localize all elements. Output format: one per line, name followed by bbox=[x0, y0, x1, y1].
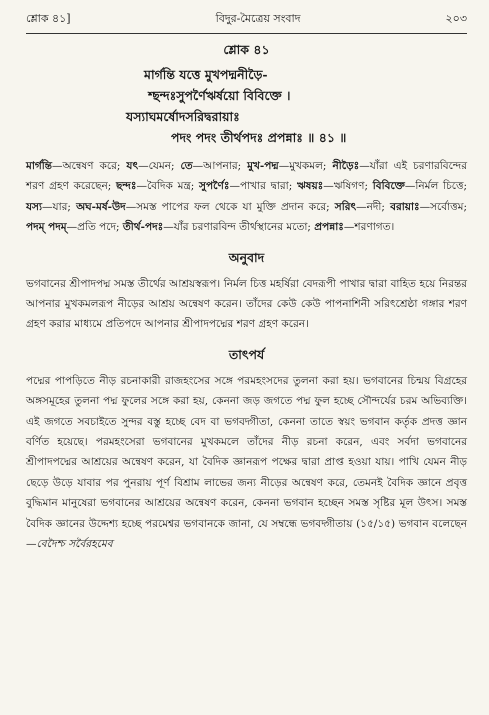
synonym-meaning: —সমস্ত পাপের ফল থেকে যা মুক্তি প্রদান করে; bbox=[125, 200, 335, 213]
synonym-meaning: —প্রতি পদে; bbox=[66, 221, 123, 234]
synonym-word: তে bbox=[180, 160, 193, 172]
synonym-word: প্রপন্নাঃ bbox=[314, 221, 344, 234]
purport-text bbox=[26, 371, 467, 555]
purport-quote: বেদৈশ্চ সর্বৈরহমেব bbox=[36, 538, 113, 551]
synonym-meaning: —যাঁরা এই চরণারবিন্দের শরণ গ্রহণ করেছেন; bbox=[26, 160, 467, 193]
verse-number: শ্লোক ৪১ bbox=[223, 42, 270, 57]
sanskrit-verse bbox=[26, 64, 467, 148]
translation-heading: অনুবাদ bbox=[228, 249, 265, 265]
synonym-word: সুপর্ণৈঃ bbox=[199, 180, 230, 193]
word-for-word-synonyms bbox=[26, 156, 467, 238]
synonym-word: সরিৎ bbox=[334, 200, 357, 213]
purport-body: পদ্মের পাপড়িতে নীড় রচনাকারী রাজহংসের সঙ্গে পরমহংসদের তুলনা করা হয়। ভগবানের চিন্ময় বিগ্রহের অঙ্গসমূহের তুলনা পদ্ম ফুলের সঙ্গে করা হয়, কেননা জড় জগতে পদ্ম ফুল হচ্ছে সৌন্দর্যের চরম অভিব্যক্তি। এই জগতে সবচাইতে সুন্দর বস্তু হচ্ছে বেদ বা ভগবদ্গীতা, কেননা তাতে স্বয়ং ভগবান কর্তৃক প্রদত্ত জ্ঞান বর্ণিত হয়েছে। পরমহংসেরা ভগবানের মুখকমলে তাঁদের নীড় রচনা করেন, এবং সর্বদা ভগবানের শ্রীপাদপদ্মের আশ্রয়ের অন্বেষণ করেন, যা বৈদিক জ্ঞানরূপ পক্ষের দ্বারা প্রাপ্ত হওয়া যায়। পাখি যেমন নীড় ছেড়ে উড়ে যাবার পর পুনরায় পূর্ণ বিশ্রাম লাভের জন্য নীড়ের অন্বেষণ করে, তেমনই বৈদিক জ্ঞানে প্রবৃত্ত বুদ্ধিমান মানুষেরা ভগবানের আশ্রয়ের অন্বেষণ করেন, কেননা ভগবান হচ্ছেন সমস্ত সৃষ্টির মূল উৎস। সমস্ত বৈদিক জ্ঞানের উদ্দেশ্য হচ্ছে পরমেশ্বর ভগবানকে জানা, যে সম্বন্ধে ভগবদ্গীতায় (১৫/১৫) ভগবান বলেছেন— bbox=[26, 374, 467, 551]
synonym-meaning: —পাখার দ্বারা; bbox=[229, 180, 297, 193]
verse-line: মার্গন্তি যত্তে মুখপদ্মনীড়ৈ- bbox=[144, 67, 268, 82]
synonym-meaning: —যেমন; bbox=[138, 160, 181, 172]
synonym-word: তীর্থ-পদঃ bbox=[122, 221, 164, 234]
synonym-word: পদম্ পদম্ bbox=[26, 221, 67, 234]
synonym-meaning: —ঋষিগণ; bbox=[323, 180, 373, 193]
verse-line: যস্যাঘমর্ষোদসরিদ্বরায়াঃ bbox=[126, 109, 240, 124]
synonym-meaning: —মুখকমল; bbox=[278, 160, 333, 172]
synonym-word: যস্য bbox=[26, 200, 43, 213]
synonym-meaning: —অন্বেষণ করে; bbox=[52, 160, 127, 172]
synonym-word: অঘ-মর্ষ-উদ bbox=[76, 200, 126, 213]
synonym-meaning: —যার; bbox=[42, 200, 77, 213]
purport-heading: তাৎপর্য bbox=[228, 346, 265, 362]
synonym-word: নীড়ৈঃ bbox=[332, 160, 360, 172]
synonym-word: মার্গন্তি bbox=[26, 160, 52, 172]
header-chapter-title: বিদুর-মৈত্রেয় সংবাদ bbox=[215, 12, 301, 25]
translation-text: ভগবানের শ্রীপাদপদ্ম সমস্ত তীর্থের আশ্রয়স্বরূপ। নির্মল চিত্ত মহর্ষিরা বেদরূপী পাখার দ্বারা বাহিত হয়ে নিরন্তর আপনার মুখকমলরূপ নীড়ের আশ্রয় অন্বেষণ করেন। তাঁদের কেউ কেউ পাপনাশিনী সরিৎশ্রেষ্ঠা গঙ্গার শরণ গ্রহণ করার মাধ্যমে প্রতিপদে আপনার শ্রীপাদপদ্মের শরণ গ্রহণ করেন। bbox=[26, 277, 467, 331]
page-number: ২০৩ bbox=[445, 12, 467, 25]
synonym-meaning: —সর্বোত্তম; bbox=[419, 200, 468, 213]
verse-line: পদং পদং তীর্থপদঃ প্রপন্নাঃ ॥ ৪১ ॥ bbox=[171, 130, 347, 145]
header-verse-ref: শ্লোক ৪১] bbox=[26, 12, 71, 25]
synonym-meaning: —শরণাগত। bbox=[343, 221, 395, 234]
synonym-meaning: —আপনার; bbox=[192, 160, 248, 172]
synonym-word: বরায়াঃ bbox=[390, 200, 420, 213]
synonym-word: ঋষয়ঃ bbox=[297, 180, 324, 193]
synonym-word: বিবিক্তে bbox=[372, 180, 405, 193]
synonym-meaning: —বৈদিক মন্ত্র; bbox=[136, 180, 200, 193]
synonym-word: মুখ-পদ্ম bbox=[247, 160, 279, 172]
verse-line: শ্ছন্দঃসুপর্ণৈঋর্ষয়ো বিবিক্তে । bbox=[148, 88, 291, 103]
running-header bbox=[26, 0, 467, 34]
synonym-meaning: —যাঁর চরণারবিন্দ তীর্থস্থানের মতো; bbox=[163, 221, 315, 234]
synonym-meaning: —নির্মল চিত্তে; bbox=[404, 180, 467, 193]
synonym-meaning: —নদী; bbox=[356, 200, 391, 213]
synonym-word: ছন্দঃ bbox=[116, 180, 137, 193]
synonym-word: যৎ bbox=[126, 160, 139, 172]
